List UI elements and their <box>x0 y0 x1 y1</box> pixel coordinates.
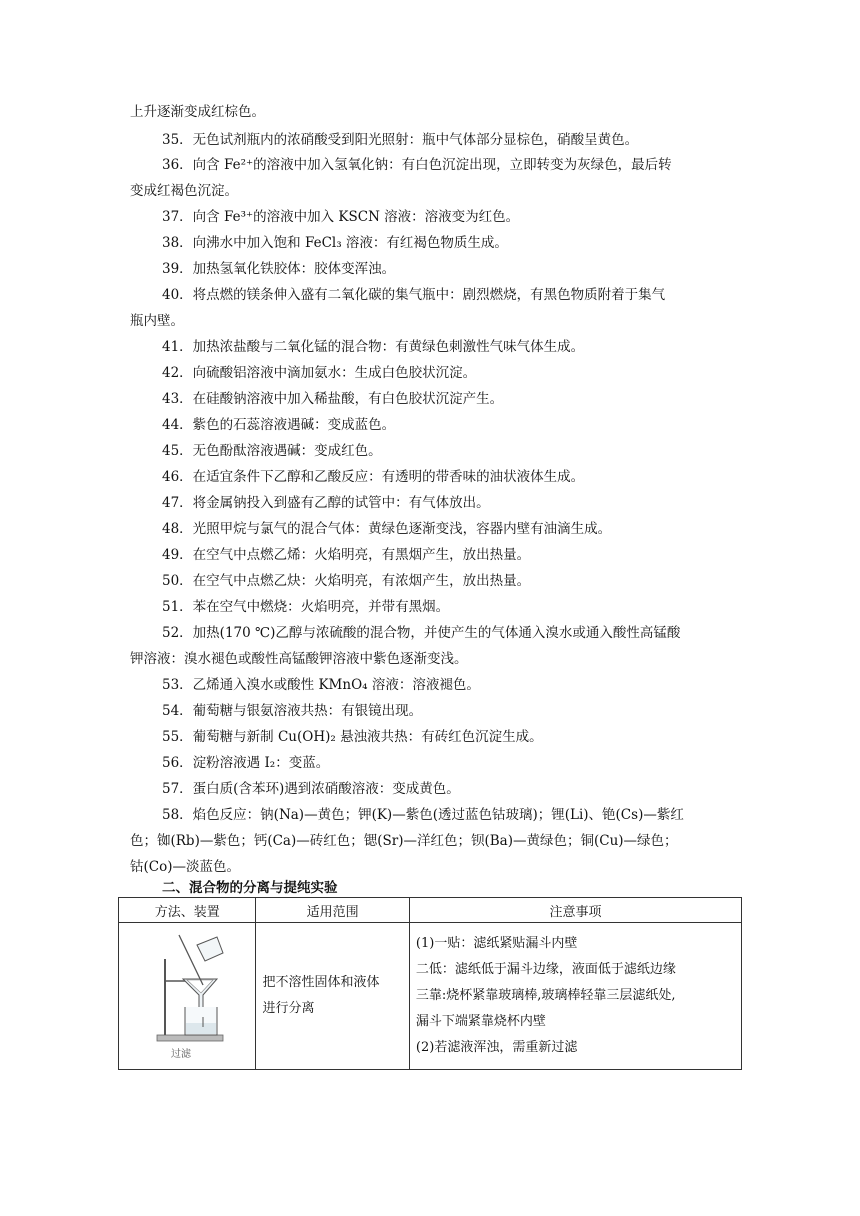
text-line: 44．紫色的石蕊溶液遇碱：变成蓝色。 <box>162 417 396 433</box>
note-line: (2)若滤液浑浊，需重新过滤 <box>415 1040 578 1055</box>
text-line: 40．将点燃的镁条伸入盛有二氧化碳的集气瓶中：剧烈燃烧，有黑色物质附着于集气 <box>162 287 666 303</box>
text-line: 变成红褐色沉淀。 <box>130 183 238 199</box>
header-scope: 适用范围 <box>256 898 409 923</box>
text-line: 48．光照甲烷与氯气的混合气体：黄绿色逐渐变浅，容器内壁有油滴生成。 <box>162 521 612 537</box>
text-line: 53．乙烯通入溴水或酸性 KMnO₄ 溶液：溶液褪色。 <box>162 677 480 693</box>
text-line: 38．向沸水中加入饱和 FeCl₃ 溶液：有红褐色物质生成。 <box>162 235 508 251</box>
text-line: 52．加热(170 ℃)乙醇与浓硫酸的混合物，并使产生的气体通入溴水或通入酸性高锰酸 <box>162 625 681 641</box>
notes-cell <box>409 923 741 1070</box>
text-line: 36．向含 Fe²⁺的溶液中加入氢氧化钠：有白色沉淀出现，立即转变为灰绿色，最后转 <box>162 157 672 173</box>
note-line: 二低：滤纸低于漏斗边缘，液面低于滤纸边缘 <box>415 962 676 977</box>
text-line: 43．在硅酸钠溶液中加入稀盐酸，有白色胶状沉淀产生。 <box>162 391 504 407</box>
text-line: 钴(Co)—淡蓝色。 <box>130 859 240 875</box>
text-line: 51．苯在空气中燃烧：火焰明亮，并带有黑烟。 <box>162 599 450 615</box>
text-line: 46．在适宜条件下乙醇和乙酸反应：有透明的带香味的油状液体生成。 <box>162 469 585 485</box>
header-method: 方法、装置 <box>119 898 256 923</box>
text-line: 35．无色试剂瓶内的浓硝酸受到阳光照射：瓶中气体部分显棕色，硝酸呈黄色。 <box>162 132 639 148</box>
text-line: 58．焰色反应：钠(Na)—黄色；钾(K)—紫色(透过蓝色钴玻璃)；锂(Li)、铯(Cs)—紫红 <box>162 807 684 823</box>
text-line: 瓶内壁。 <box>130 313 184 329</box>
note-line: 三靠:烧杯紧靠玻璃棒,玻璃棒轻靠三层滤纸处, <box>415 988 676 1003</box>
text-line: 50．在空气中点燃乙炔：火焰明亮，有浓烟产生，放出热量。 <box>162 573 531 589</box>
scope-cell <box>256 923 409 1070</box>
apparatus-caption: 过滤 <box>171 1049 191 1060</box>
text-line: 45．无色酚酞溶液遇碱：变成红色。 <box>162 443 382 459</box>
scope-text: 把不溶性固体和液体进行分离 <box>262 975 380 1016</box>
header-notes: 注意事项 <box>409 898 741 923</box>
table-header-row <box>119 898 742 923</box>
text-line: 上升逐渐变成红棕色。 <box>130 104 265 120</box>
separation-table <box>118 897 742 1070</box>
text-line: 42．向硫酸铝溶液中滴加氨水：生成白色胶状沉淀。 <box>162 365 477 381</box>
note-line: 漏斗下端紧靠烧杯内壁 <box>415 1014 546 1029</box>
text-line: 49．在空气中点燃乙烯：火焰明亮，有黑烟产生，放出热量。 <box>162 547 531 563</box>
text-line: 47．将金属钠投入到盛有乙醇的试管中：有气体放出。 <box>162 495 490 511</box>
text-line: 55．葡萄糖与新制 Cu(OH)₂ 悬浊液共热：有砖红色沉淀生成。 <box>162 729 543 745</box>
text-line: 57．蛋白质(含苯环)遇到浓硝酸溶液：变成黄色。 <box>162 781 460 797</box>
text-line: 钾溶液：溴水褪色或酸性高锰酸钾溶液中紫色逐渐变浅。 <box>130 651 468 667</box>
text-line: 色；铷(Rb)—紫色；钙(Ca)—砖红色；锶(Sr)—洋红色；钡(Ba)—黄绿色；铜(Cu)—绿色； <box>130 833 678 849</box>
text-line: 56．淀粉溶液遇 I₂：变蓝。 <box>162 755 330 771</box>
text-line: 41．加热浓盐酸与二氧化锰的混合物：有黄绿色刺激性气味气体生成。 <box>162 339 585 355</box>
table-row <box>119 923 742 1070</box>
note-line: (1)一贴：滤纸紧贴漏斗内壁 <box>415 936 578 951</box>
text-line: 37．向含 Fe³⁺的溶液中加入 KSCN 溶液：溶液变为红色。 <box>162 209 520 225</box>
text-line: 39．加热氢氧化铁胶体：胶体变浑浊。 <box>162 261 396 277</box>
section-heading: 二、混合物的分离与提纯实验 <box>162 880 338 896</box>
apparatus-cell <box>119 923 256 1070</box>
text-line: 54．葡萄糖与银氨溶液共热：有银镜出现。 <box>162 703 423 719</box>
